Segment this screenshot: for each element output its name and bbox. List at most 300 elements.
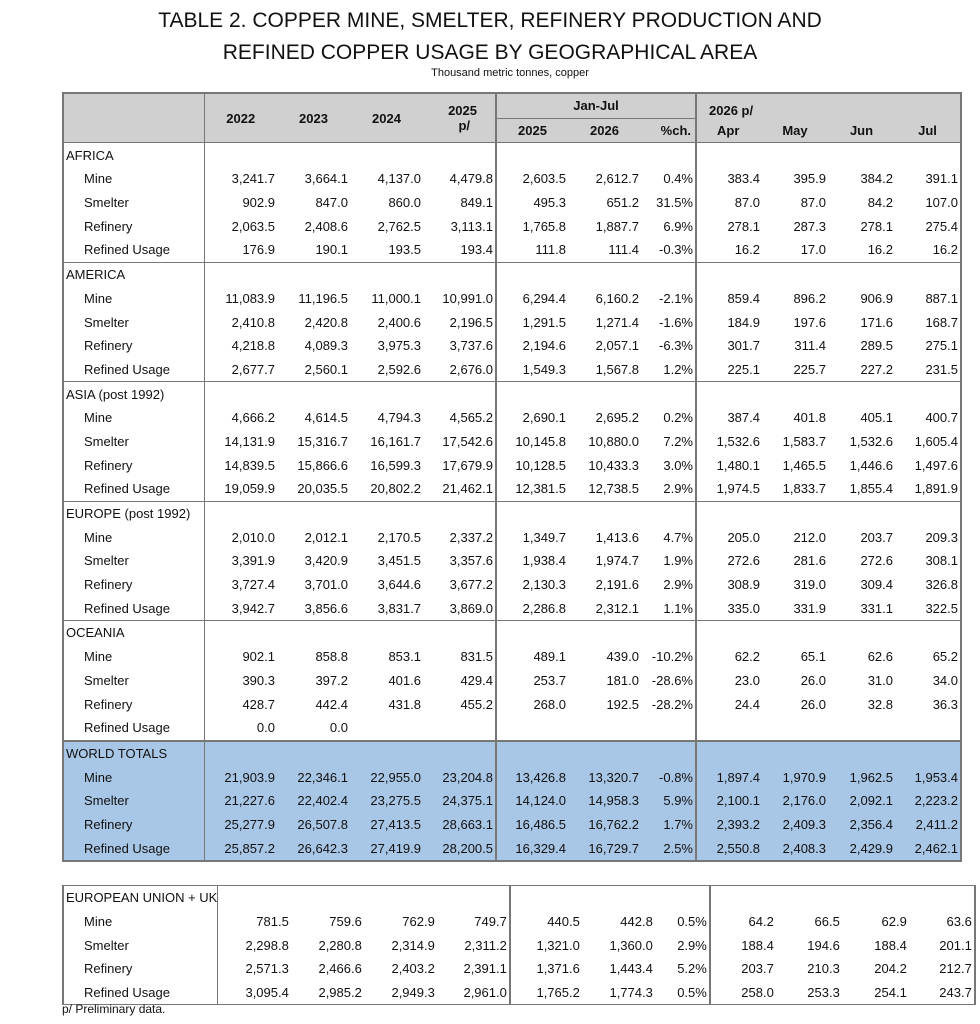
- eu-value-cell: 1,765.2: [510, 981, 582, 1005]
- world-row-label: Refinery: [63, 813, 204, 837]
- region-row-label: Refinery: [63, 214, 204, 238]
- region-value-cell: 2,312.1: [595, 600, 639, 616]
- region-value-cell: [568, 716, 641, 741]
- region-value-cell: [762, 716, 828, 741]
- region-row-label: Mine: [63, 287, 204, 311]
- region-value-cell: 2,762.5: [377, 218, 421, 234]
- region-value-cell: 190.1: [315, 242, 348, 258]
- eu-value-cell: 194.6: [807, 937, 840, 953]
- region-value-cell: 168.7: [895, 310, 961, 334]
- eu-header-cell: [776, 886, 842, 910]
- region-value-cell: 331.1: [860, 600, 893, 616]
- region-header-cell: [350, 501, 423, 525]
- region-value-cell: 3,664.1: [304, 171, 348, 187]
- copper-table: [62, 92, 962, 862]
- region-value-cell: 14,839.5: [204, 453, 277, 477]
- region-value-cell: [895, 716, 961, 741]
- world-value-cell: -0.8%: [641, 765, 696, 789]
- world-value-cell: 2,356.4: [828, 813, 895, 837]
- header-jun: Jun: [828, 118, 895, 143]
- world-value-cell: 2,462.1: [895, 836, 961, 861]
- region-value-cell: 275.4: [895, 214, 961, 238]
- region-value-cell: 197.6: [793, 314, 826, 330]
- region-row-label: Refined Usage: [63, 716, 204, 741]
- header-2025-p: p/: [423, 118, 496, 143]
- region-value-cell: 2,690.1: [522, 410, 566, 426]
- eu-value-cell: 2,391.1: [437, 957, 510, 981]
- world-header-cell: [895, 741, 961, 766]
- region-value-cell: 1,413.6: [595, 529, 639, 545]
- world-value-cell: 1,962.5: [828, 765, 895, 789]
- eu-value-cell: 749.7: [437, 910, 510, 934]
- eu-value-cell: 3,095.4: [218, 981, 291, 1005]
- region-value-cell: 651.2: [606, 195, 639, 211]
- eu-value-cell: 440.5: [547, 914, 580, 930]
- region-value-cell: 24.4: [734, 696, 760, 712]
- eu-value-cell: 64.2: [748, 914, 774, 930]
- region-value-cell: 10,145.8: [515, 433, 566, 449]
- region-value-cell: 227.2: [860, 361, 893, 377]
- eu-header-cell: [437, 886, 510, 910]
- region-value-cell: 390.3: [204, 669, 277, 693]
- region-value-cell: 397.2: [315, 672, 348, 688]
- region-header-cell: [895, 621, 961, 645]
- world-header-cell: [204, 741, 277, 766]
- region-value-cell: 10,880.0: [588, 433, 639, 449]
- eu-header-cell: [655, 886, 710, 910]
- region-row-label: Smelter: [63, 430, 204, 454]
- region-value-cell: 225.7: [793, 361, 826, 377]
- region-value-cell: 853.1: [388, 649, 421, 665]
- world-value-cell: 13,426.8: [496, 765, 568, 789]
- region-value-cell: 0.0: [204, 716, 277, 741]
- region-value-cell: 2,676.0: [423, 358, 496, 382]
- region-value-cell: 1,583.7: [782, 433, 826, 449]
- world-value-cell: 27,419.9: [350, 836, 423, 861]
- region-value-cell: 36.3: [895, 692, 961, 716]
- region-value-cell: 309.4: [860, 577, 893, 593]
- region-header-cell: [423, 501, 496, 525]
- eu-body: [63, 886, 975, 1005]
- region-value-cell: 84.2: [867, 195, 893, 211]
- region-value-cell: 6,294.4: [522, 290, 566, 306]
- header-2024: 2024: [350, 93, 423, 143]
- region-value-cell: 6.9%: [641, 214, 696, 238]
- region-value-cell: 192.5: [606, 696, 639, 712]
- region-value-cell: 12,381.5: [515, 481, 566, 497]
- region-value-cell: 10,128.5: [515, 457, 566, 473]
- region-header-cell: [762, 501, 828, 525]
- world-header-cell: [277, 741, 350, 766]
- region-header-cell: [204, 262, 277, 286]
- world-header-cell: [828, 741, 895, 766]
- header-blank-2: [63, 118, 204, 143]
- region-value-cell: 3,241.7: [204, 167, 277, 191]
- eu-value-cell: 258.0: [710, 981, 776, 1005]
- eu-value-cell: 0.5%: [655, 981, 710, 1005]
- region-value-cell: [828, 716, 895, 741]
- world-value-cell: 2.5%: [641, 836, 696, 861]
- header-pch: %ch.: [641, 118, 696, 143]
- region-header-cell: [204, 143, 277, 167]
- header-2023: 2023: [277, 93, 350, 143]
- region-value-cell: 1,567.8: [595, 361, 639, 377]
- world-value-cell: 23,275.5: [350, 789, 423, 813]
- region-value-cell: -2.1%: [641, 287, 696, 311]
- eu-name: EUROPEAN UNION + UK: [63, 886, 218, 910]
- table-body: [63, 143, 961, 861]
- region-value-cell: 111.4: [608, 242, 639, 258]
- world-value-cell: 16,762.2: [568, 813, 641, 837]
- eu-value-cell: 2,961.0: [437, 981, 510, 1005]
- world-header-cell: [423, 741, 496, 766]
- region-value-cell: 2,420.8: [304, 314, 348, 330]
- region-value-cell: 2,677.7: [204, 358, 277, 382]
- region-value-cell: 16.2: [734, 242, 760, 258]
- region-value-cell: 3,737.6: [423, 334, 496, 358]
- region-row-label: Smelter: [63, 310, 204, 334]
- region-value-cell: 2,337.2: [423, 525, 496, 549]
- region-header-cell: [696, 501, 762, 525]
- world-value-cell: 2,411.2: [895, 813, 961, 837]
- eu-header-cell: [291, 886, 364, 910]
- region-value-cell: 2,400.6: [377, 314, 421, 330]
- region-header-cell: [277, 501, 350, 525]
- region-value-cell: 26.0: [800, 672, 826, 688]
- region-value-cell: 1.9%: [641, 549, 696, 573]
- region-header-cell: [696, 262, 762, 286]
- world-value-cell: 2,176.0: [762, 789, 828, 813]
- eu-value-cell: 0.5%: [655, 910, 710, 934]
- region-value-cell: 1,349.7: [522, 529, 566, 545]
- region-value-cell: 1.2%: [641, 358, 696, 382]
- world-header-cell: [641, 741, 696, 766]
- header-jan-jul: Jan-Jul: [496, 93, 696, 118]
- world-value-cell: 16,486.5: [496, 813, 568, 837]
- region-header-cell: [895, 382, 961, 406]
- eu-value-cell: 2,466.6: [318, 961, 362, 977]
- region-value-cell: 308.9: [727, 577, 760, 593]
- world-value-cell: 2,100.1: [696, 789, 762, 813]
- region-value-cell: 3,420.9: [304, 553, 348, 569]
- region-value-cell: 1,549.3: [522, 361, 566, 377]
- region-value-cell: 322.5: [895, 596, 961, 620]
- region-value-cell: 278.1: [727, 218, 760, 234]
- region-value-cell: 308.1: [895, 549, 961, 573]
- region-value-cell: 4,218.8: [204, 334, 277, 358]
- region-value-cell: 831.5: [423, 645, 496, 669]
- region-value-cell: 455.2: [423, 692, 496, 716]
- eu-value-cell: 1,443.4: [609, 961, 653, 977]
- region-name: EUROPE (post 1992): [63, 501, 204, 525]
- world-value-cell: 16,329.4: [496, 836, 568, 861]
- region-value-cell: 1,887.7: [595, 218, 639, 234]
- world-value-cell: 23,204.8: [423, 765, 496, 789]
- region-value-cell: 1,271.4: [595, 314, 639, 330]
- region-value-cell: 0.4%: [641, 167, 696, 191]
- region-value-cell: 429.4: [423, 669, 496, 693]
- region-value-cell: 87.0: [800, 195, 826, 211]
- region-value-cell: 3.0%: [641, 453, 696, 477]
- region-value-cell: 209.3: [895, 525, 961, 549]
- title-line-2: REFINED COPPER USAGE BY GEOGRAPHICAL AREA: [222, 41, 758, 64]
- region-value-cell: 311.4: [794, 338, 826, 354]
- region-value-cell: 272.6: [727, 553, 760, 569]
- region-value-cell: 2.9%: [641, 573, 696, 597]
- region-header-cell: [762, 143, 828, 167]
- region-header-cell: [568, 262, 641, 286]
- world-value-cell: 25,277.9: [204, 813, 277, 837]
- region-value-cell: 3,701.0: [304, 577, 348, 593]
- region-value-cell: 17,679.9: [423, 453, 496, 477]
- region-value-cell: 2,063.5: [204, 214, 277, 238]
- world-value-cell: 2,393.2: [696, 813, 762, 837]
- region-value-cell: 171.6: [860, 314, 893, 330]
- region-value-cell: 401.8: [793, 410, 826, 426]
- region-value-cell: 1,765.8: [522, 218, 566, 234]
- eu-value-cell: 5.2%: [655, 957, 710, 981]
- eu-value-cell: 2,403.2: [391, 961, 435, 977]
- region-value-cell: 87.0: [734, 195, 760, 211]
- world-value-cell: 28,200.5: [423, 836, 496, 861]
- region-value-cell: 225.1: [727, 361, 760, 377]
- eu-value-cell: 1,371.6: [536, 961, 580, 977]
- region-value-cell: 4,565.2: [423, 406, 496, 430]
- region-header-cell: [277, 262, 350, 286]
- region-value-cell: -0.3%: [641, 238, 696, 262]
- eu-value-cell: 201.1: [909, 933, 975, 957]
- footnote: p/ Preliminary data.: [62, 1002, 166, 1016]
- world-header-cell: [762, 741, 828, 766]
- region-value-cell: 281.6: [793, 553, 826, 569]
- region-value-cell: 272.6: [860, 553, 893, 569]
- region-value-cell: 212.0: [793, 529, 826, 545]
- region-value-cell: 26.0: [800, 696, 826, 712]
- region-value-cell: 31.5%: [641, 191, 696, 215]
- region-value-cell: 181.0: [606, 672, 639, 688]
- region-value-cell: 1,974.7: [595, 553, 639, 569]
- region-value-cell: 858.8: [315, 649, 348, 665]
- region-header-cell: [696, 621, 762, 645]
- region-value-cell: 2,012.1: [304, 529, 348, 545]
- header-jul: Jul: [895, 118, 961, 143]
- region-value-cell: 11,000.1: [371, 290, 421, 306]
- eu-value-cell: 762.9: [402, 914, 435, 930]
- region-value-cell: 3,451.5: [377, 553, 421, 569]
- region-value-cell: 65.1: [800, 649, 826, 665]
- region-value-cell: 289.5: [860, 338, 893, 354]
- region-value-cell: 107.0: [895, 191, 961, 215]
- region-value-cell: 2.9%: [641, 477, 696, 501]
- region-value-cell: 17,542.6: [423, 430, 496, 454]
- eu-header-cell: [364, 886, 437, 910]
- region-value-cell: 887.1: [895, 287, 961, 311]
- region-value-cell: 4,089.3: [304, 338, 348, 354]
- header-2025: 2025: [423, 93, 496, 118]
- region-value-cell: 495.3: [533, 195, 566, 211]
- region-value-cell: 2,170.5: [377, 529, 421, 545]
- world-value-cell: 24,375.1: [423, 789, 496, 813]
- region-value-cell: 31.0: [867, 672, 893, 688]
- world-value-cell: 28,663.1: [423, 813, 496, 837]
- region-value-cell: 383.4: [727, 171, 760, 187]
- region-value-cell: 268.0: [533, 696, 566, 712]
- eu-value-cell: 2,314.9: [391, 937, 435, 953]
- region-value-cell: 849.1: [423, 191, 496, 215]
- region-value-cell: 401.6: [388, 672, 421, 688]
- region-value-cell: 2,695.2: [595, 410, 639, 426]
- region-value-cell: 2,410.8: [204, 310, 277, 334]
- region-value-cell: 331.9: [793, 600, 826, 616]
- region-header-cell: [568, 501, 641, 525]
- eu-value-cell: 212.7: [909, 957, 975, 981]
- region-value-cell: 253.7: [533, 672, 566, 688]
- world-value-cell: 21,227.6: [204, 789, 277, 813]
- region-value-cell: 1,532.6: [849, 433, 893, 449]
- region-value-cell: -10.2%: [641, 645, 696, 669]
- region-value-cell: 896.2: [793, 290, 826, 306]
- region-header-cell: [696, 382, 762, 406]
- region-value-cell: 3,975.3: [377, 338, 421, 354]
- region-value-cell: 21,462.1: [423, 477, 496, 501]
- region-header-cell: [496, 382, 568, 406]
- world-value-cell: 1,897.4: [696, 765, 762, 789]
- region-row-label: Refined Usage: [63, 358, 204, 382]
- region-value-cell: 32.8: [867, 696, 893, 712]
- region-value-cell: 4,614.5: [304, 410, 348, 426]
- world-value-cell: 16,729.7: [568, 836, 641, 861]
- region-row-label: Refined Usage: [63, 596, 204, 620]
- region-value-cell: 391.1: [895, 167, 961, 191]
- region-value-cell: 431.8: [388, 696, 421, 712]
- region-row-label: Mine: [63, 525, 204, 549]
- region-value-cell: 2,560.1: [304, 361, 348, 377]
- eu-value-cell: 2.9%: [655, 933, 710, 957]
- region-header-cell: [423, 143, 496, 167]
- region-name: AFRICA: [63, 143, 204, 167]
- world-value-cell: 21,903.9: [204, 765, 277, 789]
- eu-row-label: Refinery: [63, 957, 218, 981]
- region-header-cell: [641, 262, 696, 286]
- region-value-cell: -28.2%: [641, 692, 696, 716]
- eu-table: [62, 885, 976, 1005]
- region-value-cell: 15,316.7: [297, 433, 348, 449]
- region-value-cell: 860.0: [388, 195, 421, 211]
- region-value-cell: 23.0: [734, 672, 760, 688]
- region-value-cell: 3,677.2: [423, 573, 496, 597]
- region-value-cell: 176.9: [204, 238, 277, 262]
- region-value-cell: 16,599.3: [370, 457, 421, 473]
- region-value-cell: 20,802.2: [370, 481, 421, 497]
- world-value-cell: 14,124.0: [496, 789, 568, 813]
- region-value-cell: 4.7%: [641, 525, 696, 549]
- eu-row-label: Mine: [63, 910, 218, 934]
- eu-value-cell: 243.7: [909, 981, 975, 1005]
- region-header-cell: [641, 501, 696, 525]
- region-row-label: Smelter: [63, 191, 204, 215]
- region-value-cell: 1,605.4: [895, 430, 961, 454]
- world-value-cell: 1,970.9: [762, 765, 828, 789]
- region-value-cell: 3,727.4: [204, 573, 277, 597]
- region-value-cell: 400.7: [895, 406, 961, 430]
- region-value-cell: 1,855.4: [849, 481, 893, 497]
- region-value-cell: 3,644.6: [377, 577, 421, 593]
- region-header-cell: [496, 501, 568, 525]
- world-value-cell: 5.9%: [641, 789, 696, 813]
- region-row-label: Smelter: [63, 549, 204, 573]
- region-header-cell: [423, 262, 496, 286]
- world-value-cell: 14,958.3: [568, 789, 641, 813]
- region-value-cell: 3,831.7: [377, 600, 421, 616]
- region-value-cell: 17.0: [800, 242, 826, 258]
- region-value-cell: 1,833.7: [782, 481, 826, 497]
- region-value-cell: 193.5: [388, 242, 421, 258]
- world-value-cell: 2,223.2: [895, 789, 961, 813]
- region-value-cell: 489.1: [533, 649, 566, 665]
- eu-value-cell: 254.1: [842, 981, 909, 1005]
- region-value-cell: 1.1%: [641, 596, 696, 620]
- eu-header-cell: [710, 886, 776, 910]
- region-value-cell: -1.6%: [641, 310, 696, 334]
- eu-value-cell: 2,571.3: [218, 957, 291, 981]
- world-row-label: Refined Usage: [63, 836, 204, 861]
- region-value-cell: 2,057.1: [595, 338, 639, 354]
- header-apr: Apr: [696, 118, 762, 143]
- eu-value-cell: 1,321.0: [536, 937, 580, 953]
- region-value-cell: 439.0: [606, 649, 639, 665]
- eu-value-cell: 2,985.2: [291, 981, 364, 1005]
- eu-value-cell: 1,360.0: [609, 937, 653, 953]
- region-value-cell: 0.0: [329, 720, 348, 736]
- region-header-cell: [696, 143, 762, 167]
- region-header-cell: [568, 621, 641, 645]
- region-header-cell: [204, 501, 277, 525]
- eu-value-cell: 442.8: [620, 914, 653, 930]
- region-value-cell: 2,408.6: [304, 218, 348, 234]
- region-value-cell: 20,035.5: [297, 481, 348, 497]
- region-value-cell: 2,286.8: [522, 600, 566, 616]
- region-value-cell: 6,160.2: [595, 290, 639, 306]
- region-value-cell: 2,196.5: [423, 310, 496, 334]
- region-value-cell: 405.1: [860, 410, 893, 426]
- world-value-cell: 2,550.8: [696, 836, 762, 861]
- region-header-cell: [277, 621, 350, 645]
- region-value-cell: 1,497.6: [895, 453, 961, 477]
- region-value-cell: 278.1: [860, 218, 893, 234]
- region-value-cell: [641, 716, 696, 741]
- eu-value-cell: 188.4: [741, 937, 774, 953]
- region-value-cell: [350, 716, 423, 741]
- region-header-cell: [350, 143, 423, 167]
- world-header-cell: [696, 741, 762, 766]
- region-value-cell: 193.4: [423, 238, 496, 262]
- eu-row-label: Smelter: [63, 933, 218, 957]
- region-header-cell: [828, 501, 895, 525]
- region-value-cell: 384.2: [860, 171, 893, 187]
- region-value-cell: 65.2: [895, 645, 961, 669]
- eu-value-cell: 2,298.8: [218, 933, 291, 957]
- region-value-cell: 1,291.5: [522, 314, 566, 330]
- world-value-cell: 22,402.4: [277, 789, 350, 813]
- region-header-cell: [641, 621, 696, 645]
- region-value-cell: -28.6%: [641, 669, 696, 693]
- world-value-cell: 1,953.4: [895, 765, 961, 789]
- region-value-cell: 2,603.5: [522, 171, 566, 187]
- region-name: OCEANIA: [63, 621, 204, 645]
- eu-value-cell: 253.3: [776, 981, 842, 1005]
- header-blank: [63, 93, 204, 118]
- region-value-cell: 15,866.6: [297, 457, 348, 473]
